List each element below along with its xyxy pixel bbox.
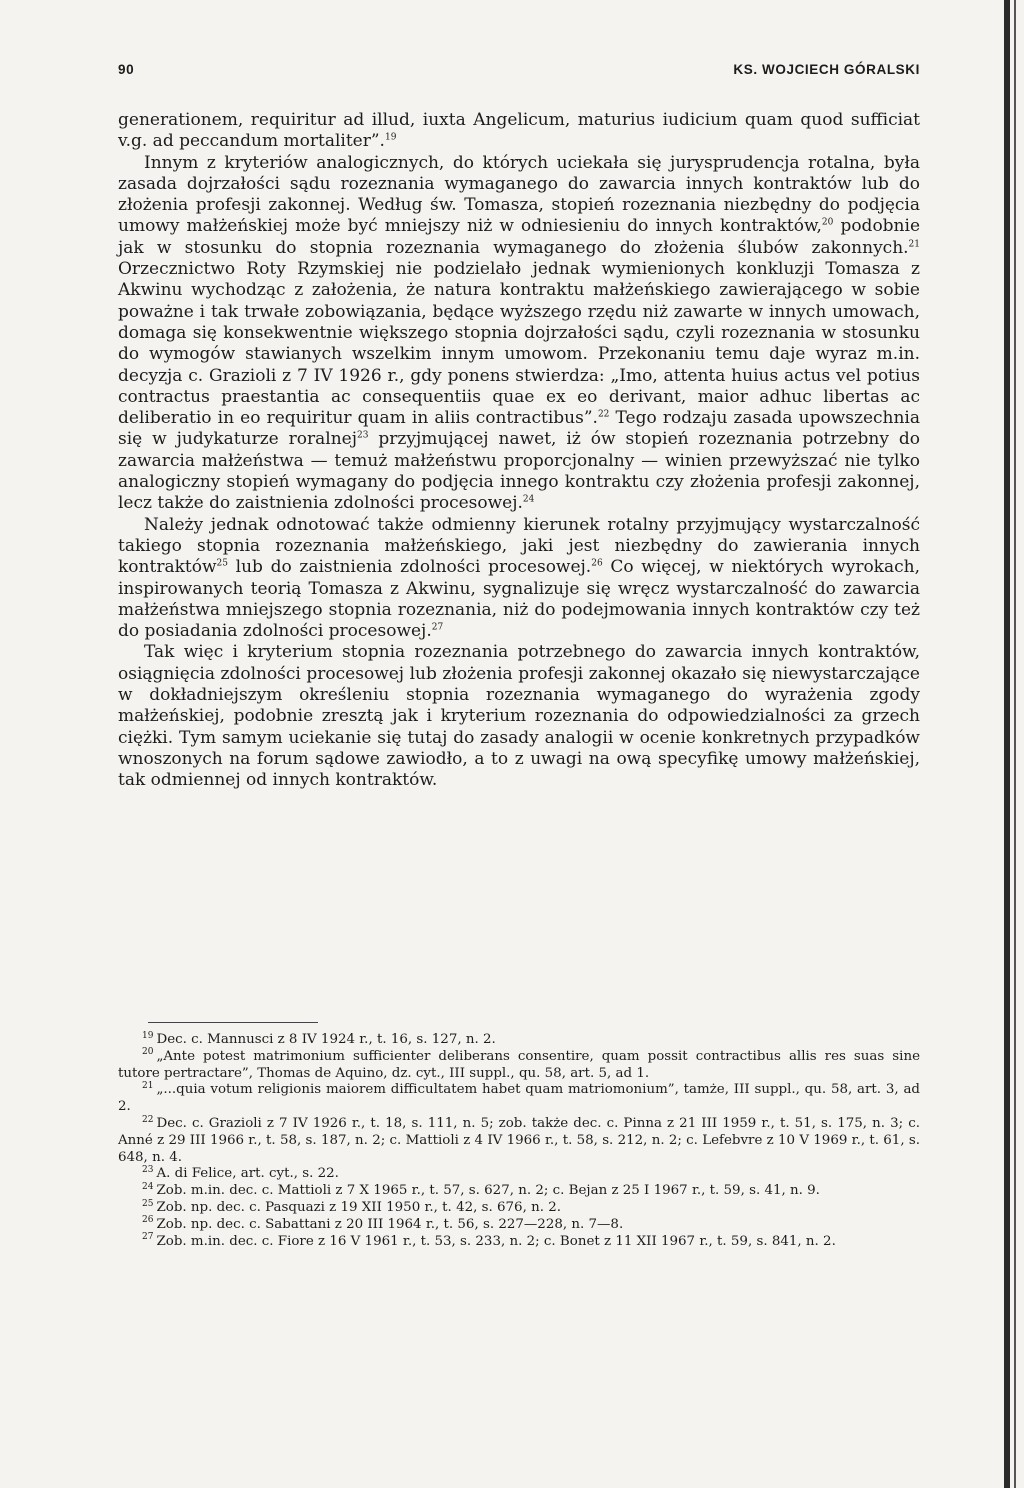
footnote: [118, 1049, 920, 1083]
footnote-ref-20: 20: [821, 217, 834, 228]
footnote-number: 22: [142, 1114, 154, 1125]
footnote-text: „...quia votum religionis maiorem difficultatem habet quam matriomonium”, tamże, III suppl., qu. 58, art. 3, ad 2.: [118, 1082, 920, 1115]
main-text: [118, 110, 920, 792]
footnote-ref-27: 27: [431, 622, 444, 633]
footnote-ref-22: 22: [597, 409, 610, 420]
footnote: [118, 1082, 920, 1116]
footnote: [118, 1217, 920, 1234]
paragraph-2-text-d: Tego rodzaju zasada upowszechnia się w judykaturze roralnej: [118, 408, 921, 450]
footnote: [118, 1183, 920, 1200]
footnote-number: 19: [142, 1030, 154, 1041]
paragraph-1: [118, 110, 920, 153]
footnote-ref-25: 25: [216, 558, 228, 569]
footnote-number: 24: [142, 1181, 154, 1192]
paragraph-2-text-e: przyjmującej nawet, iż ów stopień rozeznania potrzebny do zawarcia małżeństwa — temuż małżeństwu proporcjonalny — winien przewyższać nie tylko analogiczny stopień wymagany do podjęcia innego kontraktu czy złożenia profesji zakonnej, lecz także do zaistnienia zdolności procesowej.: [118, 429, 920, 514]
footnote-text: Zob. np. dec. c. Pasquazi z 19 XII 1950 r., t. 42, s. 676, n. 2.: [156, 1199, 561, 1215]
paragraph-4: [118, 642, 920, 791]
footnote-number: 20: [142, 1047, 154, 1058]
paragraph-3-text-b: lub do zaistnienia zdolności procesowej.: [227, 557, 592, 578]
footnote-ref-24: 24: [522, 494, 535, 505]
footnote-text: A. di Felice, art. cyt., s. 22.: [156, 1166, 339, 1182]
footnote-text: Zob. np. dec. c. Sabattani z 20 III 1964 r., t. 56, s. 227—228, n. 7—8.: [156, 1216, 624, 1232]
footnote: [118, 1032, 920, 1049]
footnote-text: Zob. m.in. dec. c. Fiore z 16 V 1961 r., t. 53, s. 233, n. 2; c. Bonet z 11 XII 1967 r., t. 59, s. 841, n. 2.: [156, 1233, 836, 1249]
paragraph-2: [118, 153, 920, 515]
paragraph-4-text: Tak więc i kryterium stopnia rozeznania potrzebnego do zawarcia innych kontraktów, osiągnięcia zdolności procesowej lub złożenia profesji zakonnej okazało się niewystarczające w dokładniejszym określeniu stopnia rozeznania wymaganego do wyrażenia zgody małżeńskiej, podobnie zresztą jak i kryterium rozeznania do odpowiedzialności za grzech ciężki. Tym samym uciekanie się tutaj do zasady analogii w ocenie konkretnych przypadków wnoszonych na forum sądowe zawiodło, a to z uwagi na ową specyfikę umowy małżeńskiej, tak odmiennej od innych kontraktów.: [118, 642, 920, 791]
paragraph-2-text-c: Orzecznictwo Roty Rzymskiej nie podzielało jednak wymienionych konkluzji Tomasza z Akwinu wychodząc z założenia, że natura kontraktu małżeńskiego zawierającego w sobie poważne i tak trwałe zobowiązania, będące wyższego rzędu niż zawarte w innych umowach, domaga się konsekwentnie większego stopnia dojrzałości sądu, czyli rozeznania w stosunku do wymogów stawianych wszelkim innym umowom. Przekonaniu temu daje wyraz m.in. decyzja c. Grazioli z 7 IV 1926 r., gdy ponens stwierdza: „Imo, attenta huius actus vel potius contractus praestantia ac consequentiis quae ex eo derivant, maior adhuc libertas ac deliberatio in eo requiritur quam in aliis contractibus”.: [118, 259, 920, 429]
page-edge-shadow: [1004, 0, 1010, 1488]
page-number: 90: [118, 62, 135, 77]
footnote-ref-21: 21: [908, 239, 920, 250]
paragraph-3-text-a: Należy jednak odnotować także odmienny kierunek rotalny przyjmujący wystarczalność takiego stopnia rozeznania małżeńskiego, jaki jest niezbędny do zawierania innych kontraktów: [118, 514, 920, 578]
footnote-number: 26: [142, 1215, 154, 1226]
footnote: [118, 1234, 920, 1251]
footnote: [118, 1166, 920, 1183]
page-edge-line: [1014, 0, 1016, 1488]
footnote-text: „Ante potest matrimonium sufficienter deliberans consentire, quam possit contractibus allis res suas sine tutore pertractare”, Thomas de Aquino, dz. cyt., III suppl., qu. 58, art. 5, ad 1.: [118, 1048, 920, 1081]
paragraph-3-text-c: Co więcej, w niektórych wyrokach, inspirowanych teorią Tomasza z Akwinu, sygnalizuje się wręcz wystarczalność do zawarcia małżeństwa mniejszego stopnia rozeznania, niż do podejmowania innych kontraktów czy też do posiadania zdolności procesowej.: [118, 557, 920, 642]
paragraph-2-text-b: podobnie jak w stosunku do stopnia rozeznania wymaganego do złożenia ślubów zakonnych.: [118, 216, 921, 258]
footnote-number: 25: [142, 1198, 154, 1209]
footnote: [118, 1116, 920, 1166]
footnote-text: Dec. c. Mannusci z 8 IV 1924 r., t. 16, s. 127, n. 2.: [156, 1032, 496, 1047]
footnote-number: 27: [142, 1232, 154, 1243]
paragraph-1-text: generationem, requiritur ad illud, iuxta Angelicum, maturius iudicium quam quod sufficiat v.g. ad peccandum mortaliter”.: [118, 110, 920, 152]
paragraph-3: [118, 515, 920, 643]
footnotes: [118, 1032, 920, 1250]
footnote-number: 21: [142, 1080, 154, 1091]
page-header: [118, 58, 920, 84]
footnote-text: Zob. m.in. dec. c. Mattioli z 7 X 1965 r., t. 57, s. 627, n. 2; c. Bejan z 25 I 1967 r., t. 59, s. 41, n. 9.: [156, 1183, 820, 1199]
footnote-separator: [148, 1022, 318, 1023]
footnote: [118, 1200, 920, 1217]
footnote-ref-19: 19: [384, 132, 397, 143]
footnote-number: 23: [142, 1164, 154, 1175]
running-head: KS. WOJCIECH GÓRALSKI: [733, 62, 920, 77]
paragraph-2-text-a: Innym z kryteriów analogicznych, do których uciekała się jurysprudencja rotalna, była zasada dojrzałości sądu rozeznania wymaganego do zawarcia innych kontraktów lub do złożenia profesji zakonnej. Według św. Tomasza, stopień rozeznania niezbędny do podjęcia umowy małżeńskiej może być mniejszy niż w odniesieniu do innych kontraktów,: [118, 152, 920, 237]
footnote-text: Dec. c. Grazioli z 7 IV 1926 r., t. 18, s. 111, n. 5; zob. także dec. c. Pinna z 21 III 1959 r., t. 51, s. 175, n. 3; c. Anné z 29 III 1966 r., t. 58, s. 187, n. 2; c. Mattioli z 4 IV 1966 r., t. 58, s. 212, n. 2; c. Lefebvre z 10 V 1969 r., t. 61, s. 648, n. 4.: [118, 1115, 920, 1165]
footnote-ref-26: 26: [591, 558, 603, 569]
footnote-ref-23: 23: [357, 430, 369, 441]
